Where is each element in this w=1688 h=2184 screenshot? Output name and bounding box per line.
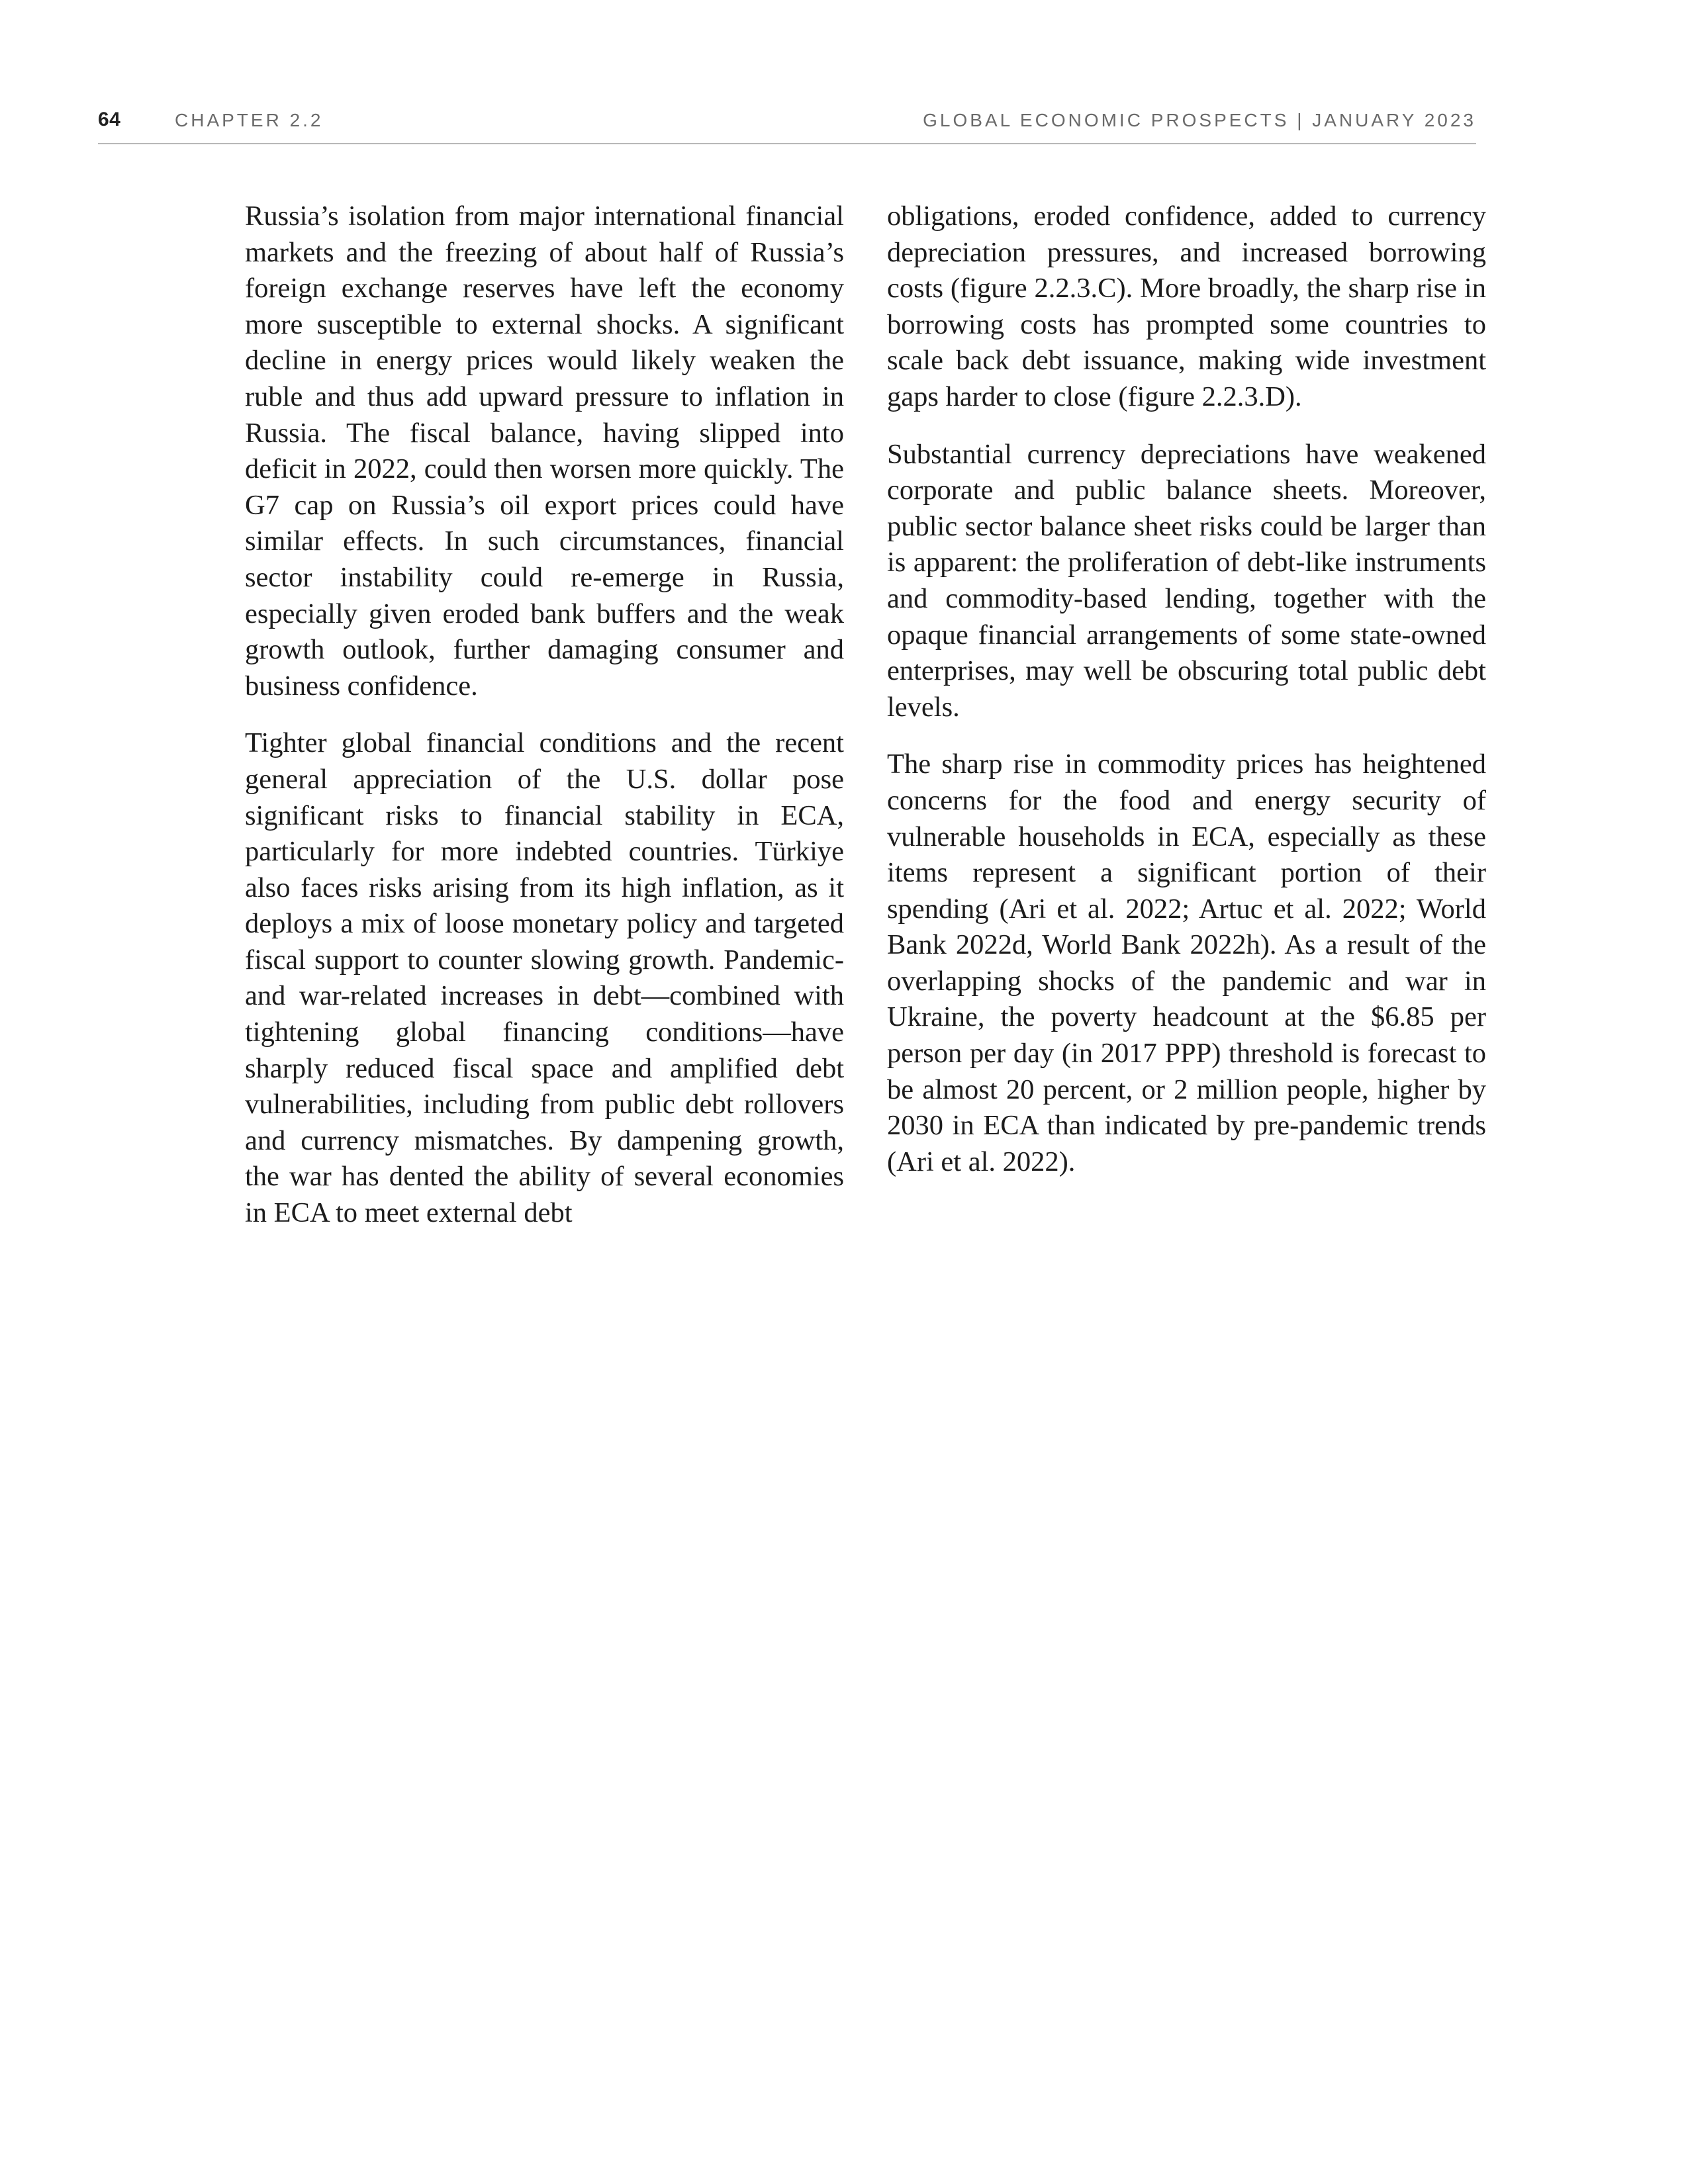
page-header [98,106,1476,144]
paragraph: The sharp rise in commodity prices has heightened concerns for the food and energy security of vulnerable households in ECA, especially as these items represent a significant portion of their spending (Ari et al. 2022; Artuc et al. 2022; World Bank 2022d, World Bank 2022h). As a result of the overlapping shocks of the pandemic and war in Ukraine, the poverty headcount at the $6.85 per person per day (in 2017 PPP) threshold is forecast to be almost 20 percent, or 2 million people, higher by 2030 in ECA than indicated by pre-pandemic trends (Ari et al. 2022). [887,749,1486,1177]
report-title: GLOBAL ECONOMIC PROSPECTS | JANUARY 2023 [923,110,1476,130]
left-column [245,199,844,1253]
chapter-label: CHAPTER 2.2 [175,110,324,130]
page-number: 64 [98,109,121,130]
paragraph: Russia’s isolation from major international financial markets and the freezing of about half of Russia’s foreign exchange reserves have left the economy more susceptible to external shocks. A significant decline in energy prices would likely weaken the ruble and thus add upward pressure to inflation in Russia. The fiscal balance, having slipped into deficit in 2022, could then worsen more quickly. The G7 cap on Russia’s oil export prices could have similar effects. In such circumstances, financial sector instability could re-emerge in Russia, especially given eroded bank buffers and the weak growth outlook, further damaging consumer and business confidence. [245,201,844,702]
paragraph: Substantial currency depreciations have weakened corporate and public balance sheets. Moreover, public sector balance sheet risks could be larger than is apparent: the proliferation of debt-like instruments and commodity-based lending, together with the opaque financial arrangements of some state-owned enterprises, may well be obscuring total public debt levels. [887,438,1486,723]
paragraph: Tighter global financial conditions and the recent general appreciation of the U.S. dollar pose significant risks to financial stability in ECA, particularly for more indebted countries. Türkiye also faces risks arising from its high inflation, as it deploys a mix of loose monetary policy and targeted fiscal support to counter slowing growth. Pandemic- and war-related increases in debt—combined with tightening global financing conditions—have sharply reduced fiscal space and amplified debt vulnerabilities, including from public debt rollovers and currency mismatches. By dampening growth, the war has dented the ability of several economies in ECA to meet external debt [245,727,844,1229]
right-column [887,199,1486,1201]
paragraph: obligations, eroded confidence, added to currency depreciation pressures, and increased borrowing costs (figure 2.2.3.C). More broadly, the sharp rise in borrowing costs has prompted some countries to scale back debt issuance, making wide investment gaps harder to close (figure 2.2.3.D). [887,201,1486,412]
